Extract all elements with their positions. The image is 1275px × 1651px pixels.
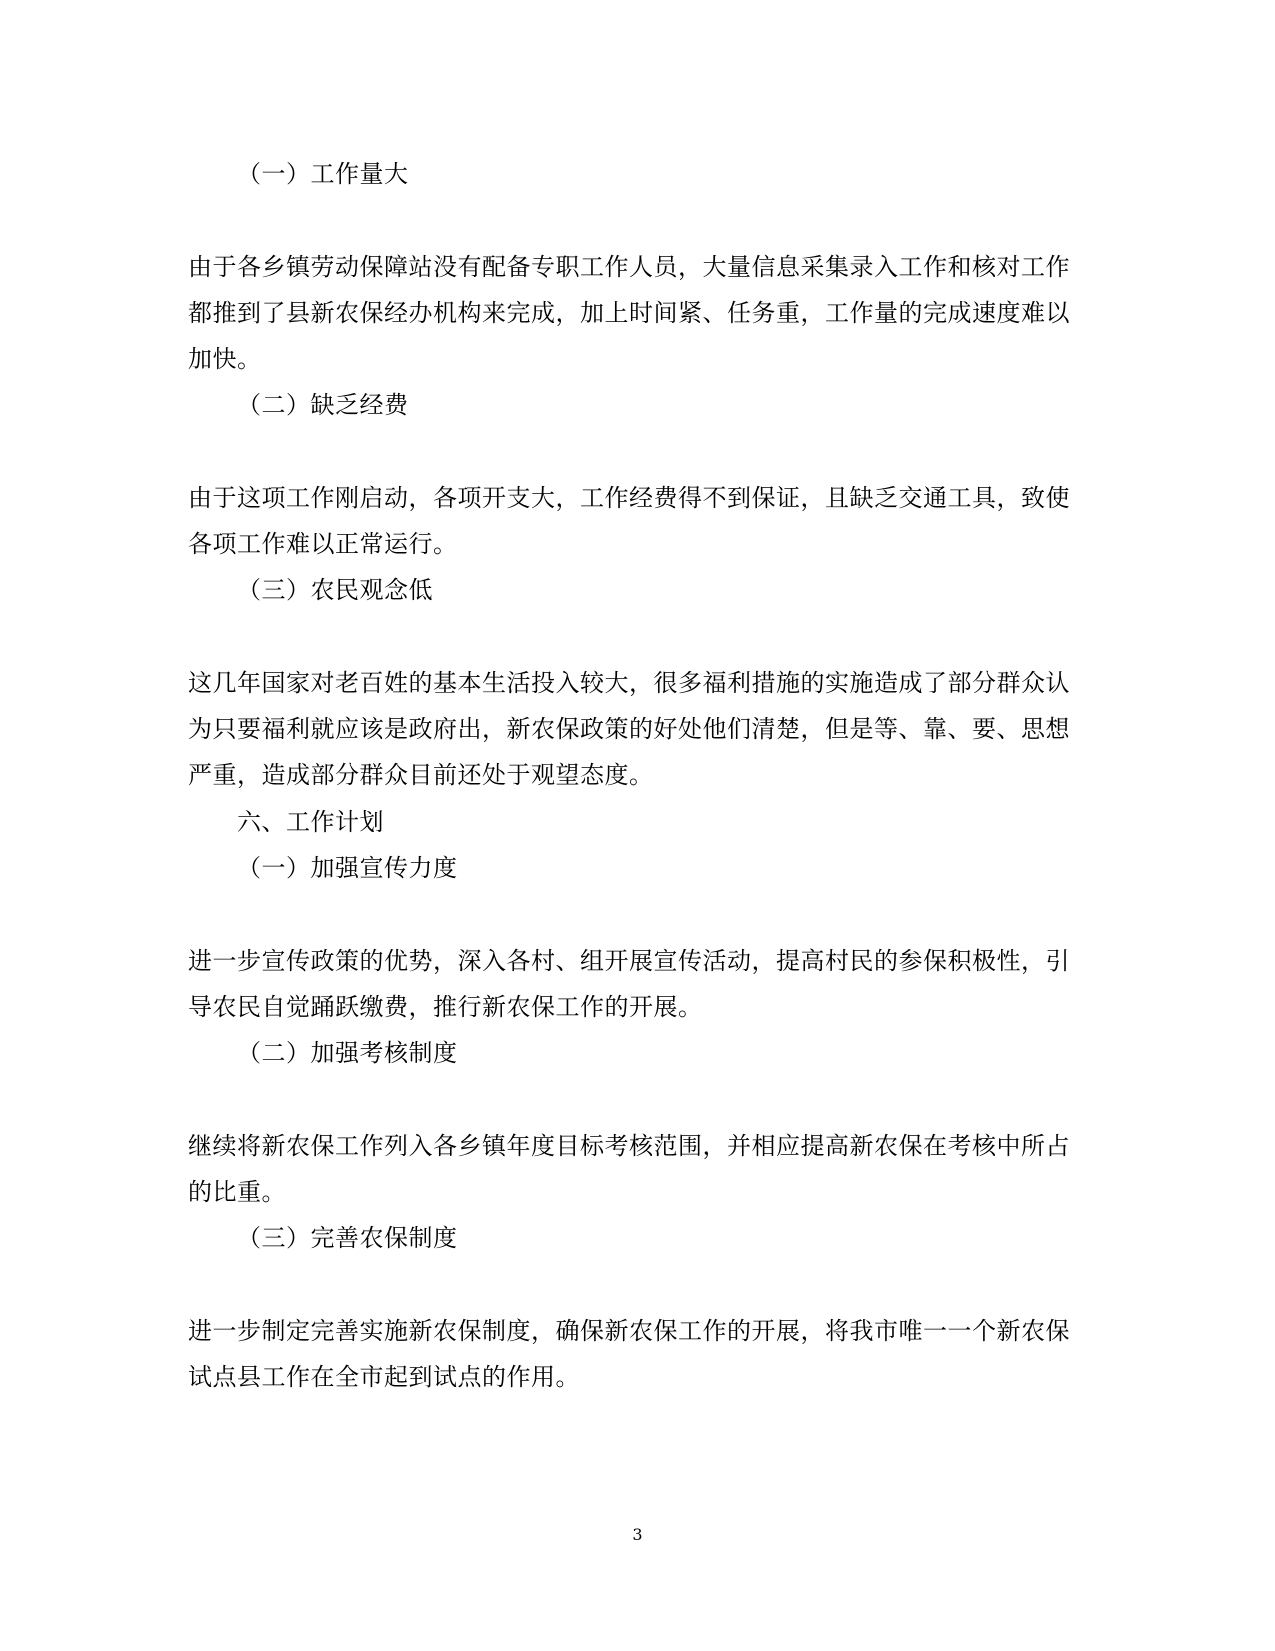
paragraph-line: 进一步宣传政策的优势，深入各村、组开展宣传活动，提高村民的参保积极性，引 [188, 947, 1070, 975]
paragraph-line: 进一步制定完善实施新农保制度，确保新农保工作的开展，将我市唯一一个新农保 [188, 1317, 1070, 1345]
paragraph-line: 这几年国家对老百姓的基本生活投入较大，很多福利措施的实施造成了部分群众认 [188, 669, 1070, 697]
paragraph-line: 各项工作难以正常运行。 [188, 530, 458, 558]
paragraph-line: 试点县工作在全市起到试点的作用。 [188, 1363, 580, 1391]
section-heading: （二）加强考核制度 [237, 1039, 458, 1067]
paragraph-line: 加快。 [188, 345, 262, 373]
paragraph-line: 为只要福利就应该是政府出，新农保政策的好处他们清楚，但是等、靠、要、思想 [188, 715, 1070, 743]
paragraph-line: 继续将新农保工作列入各乡镇年度目标考核范围，并相应提高新农保在考核中所占 [188, 1132, 1070, 1160]
paragraph-line: 导农民自觉踊跃缴费，推行新农保工作的开展。 [188, 993, 703, 1021]
page-number: 3 [632, 1525, 643, 1544]
section-title: 六、工作计划 [237, 808, 384, 836]
paragraph-line: 由于这项工作刚启动，各项开支大，工作经费得不到保证，且缺乏交通工具，致使 [188, 484, 1070, 512]
paragraph-line: 严重，造成部分群众目前还处于观望态度。 [188, 761, 654, 789]
section-heading: （一）加强宣传力度 [237, 854, 458, 882]
section-heading: （一）工作量大 [237, 160, 409, 188]
paragraph-line: 由于各乡镇劳动保障站没有配备专职工作人员，大量信息采集录入工作和核对工作 [188, 253, 1070, 281]
section-heading: （二）缺乏经费 [237, 391, 409, 419]
section-heading: （三）农民观念低 [237, 576, 433, 604]
paragraph-line: 的比重。 [188, 1178, 286, 1206]
paragraph-line: 都推到了县新农保经办机构来完成，加上时间紧、任务重，工作量的完成速度难以 [188, 299, 1070, 327]
section-heading: （三）完善农保制度 [237, 1224, 458, 1252]
